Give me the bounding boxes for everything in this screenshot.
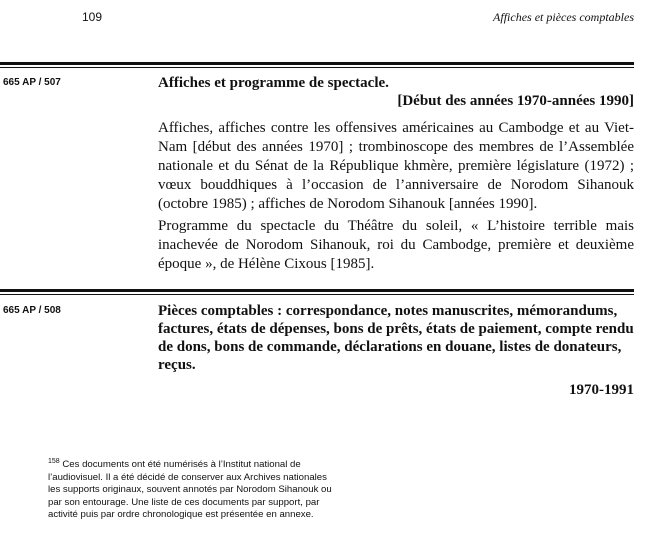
entry-date: 1970-1991 (569, 382, 634, 398)
section-divider (0, 62, 634, 68)
entry-date: [Début des années 1970-années 1990] (397, 93, 634, 109)
entry-description: Affiches, affiches contre les offensives américaines au Cambodge et au Viet-Nam [début des années 1970] ; trombinoscope des membres de l’Assemblée nationale et du Sénat de la République khmère, première législature (1972) ; vœux bouddhiques à l’occasion de l’anniversaire de Norodom Sihanouk (octobre 1985) ; affiches de Norodom Sihanouk [années 1990]. (158, 120, 634, 212)
footnote (48, 459, 340, 522)
entry-description: Programme du spectacle du Théâtre du soleil, « L’histoire terrible mais inachevée de Norodom Sihanouk, roi du Cambodge, première et deuxième époque », de Hélène Cixous [1985]. (158, 218, 634, 272)
archive-entry (158, 74, 634, 274)
archive-reference: 665 AP / 507 (3, 77, 61, 88)
section-divider (0, 289, 634, 295)
footnote-number: 158 (48, 457, 60, 465)
page-number: 109 (82, 10, 103, 24)
entry-title: Pièces comptables : correspondance, notes manuscrites, mémorandums, factures, états de dépenses, bons de prêts, états de paiement, compte rendu de dons, bons de commande, déclarations en douane, listes de donateurs, reçus. (158, 303, 634, 373)
archive-reference: 665 AP / 508 (3, 305, 61, 316)
footnote-text: Ces documents ont été numérisés à l’Institut national de l’audiovisuel. Il a été décidé de conserver aux Archives nationales les supports originaux, souvent annotés par Norodom Sihanouk ou par son entourage. Une liste de ces documents par support, par activité puis par ordre chronologique est présentée en annexe. (48, 459, 332, 521)
page-header (82, 10, 634, 30)
archive-entry (158, 302, 634, 399)
running-title: Affiches et pièces comptables (493, 10, 634, 24)
entry-title: Affiches et programme de spectacle. (158, 75, 389, 91)
